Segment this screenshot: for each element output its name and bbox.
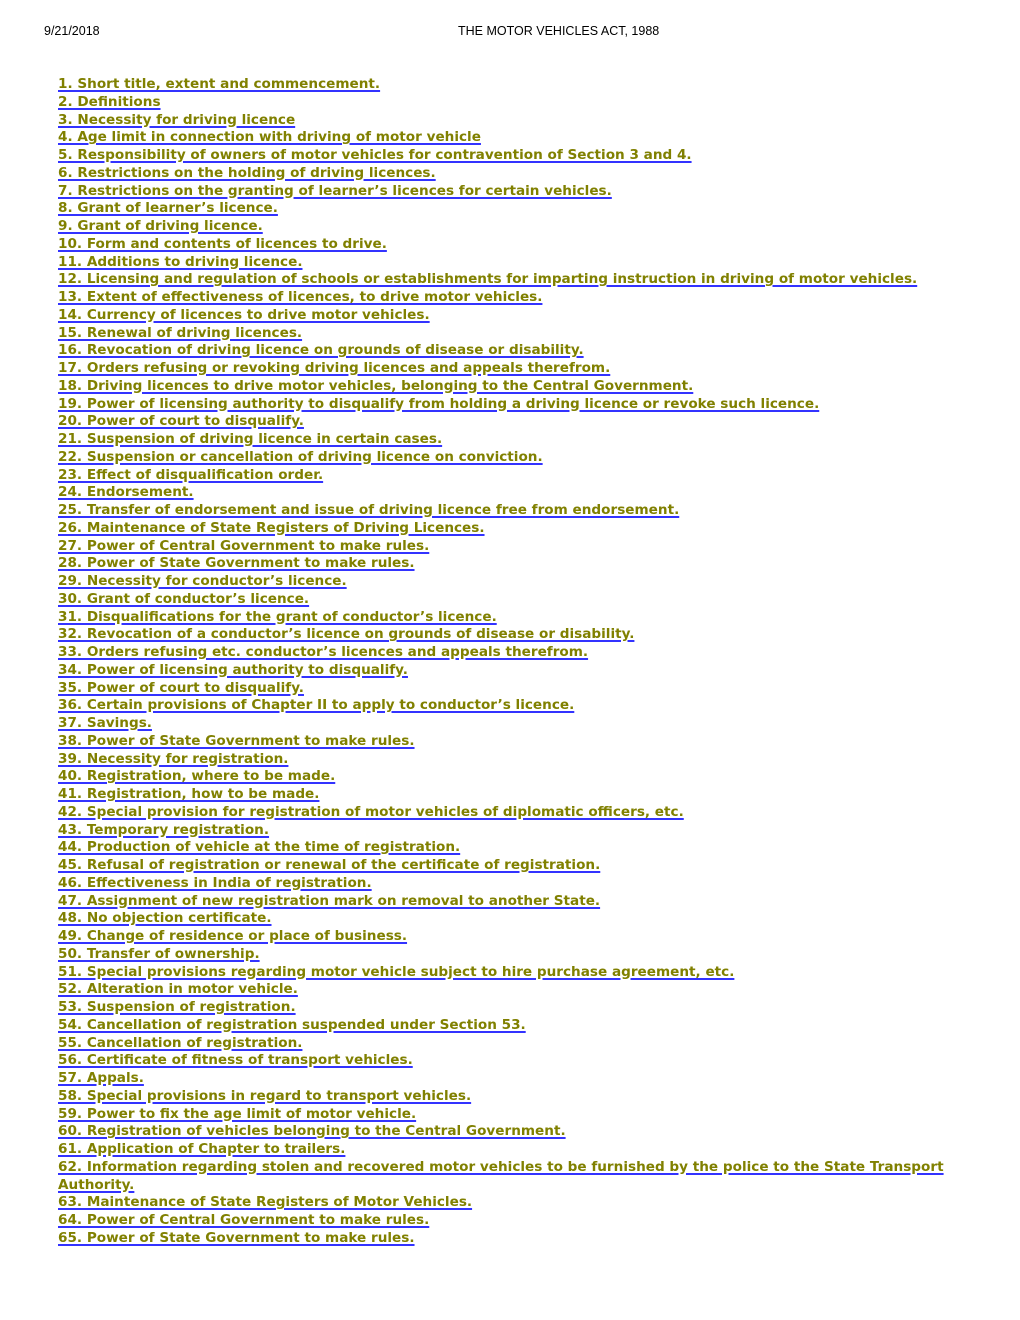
section-link-54[interactable]: 54. Cancellation of registration suspended under Section 53. bbox=[58, 1016, 526, 1033]
section-list-item bbox=[58, 165, 948, 183]
section-list-item bbox=[58, 857, 948, 875]
section-link-44[interactable]: 44. Production of vehicle at the time of registration. bbox=[58, 839, 461, 856]
section-list-item bbox=[58, 555, 948, 573]
section-list-item bbox=[58, 94, 948, 112]
section-list-item bbox=[58, 200, 948, 218]
section-link-34[interactable]: 34. Power of licensing authority to disqualify. bbox=[58, 661, 408, 678]
section-list-item bbox=[58, 662, 948, 680]
section-list-item bbox=[58, 1017, 948, 1035]
section-link-49[interactable]: 49. Change of residence or place of business. bbox=[58, 928, 408, 944]
section-list-item bbox=[58, 999, 948, 1017]
section-link-27[interactable]: 27. Power of Central Government to make rules. bbox=[58, 537, 430, 554]
section-link-63[interactable]: 63. Maintenance of State Registers of Motor Vehicles. bbox=[58, 1194, 473, 1211]
section-list-item bbox=[58, 378, 948, 396]
section-list-item bbox=[58, 573, 948, 591]
section-link-25[interactable]: 25. Transfer of endorsement and issue of driving licence free from endorsement. bbox=[58, 502, 680, 518]
section-list-item bbox=[58, 928, 948, 946]
section-link-8[interactable]: 8. Grant of learner’s licence. bbox=[58, 200, 278, 217]
section-link-17[interactable]: 17. Orders refusing or revoking driving licences and appeals therefrom. bbox=[58, 360, 611, 376]
section-list bbox=[58, 76, 948, 1248]
section-link-32[interactable]: 32. Revocation of a conductor’s licence on grounds of disease or disability. bbox=[58, 626, 635, 643]
section-list-item bbox=[58, 697, 948, 715]
section-link-18[interactable]: 18. Driving licences to drive motor vehicles, belonging to the Central Government. bbox=[58, 377, 694, 394]
section-list-item bbox=[58, 254, 948, 272]
section-link-26[interactable]: 26. Maintenance of State Registers of Driving Licences. bbox=[58, 519, 485, 536]
section-list-item bbox=[58, 1141, 948, 1159]
section-list-item bbox=[58, 946, 948, 964]
section-link-24[interactable]: 24. Endorsement. bbox=[58, 484, 194, 501]
section-link-6[interactable]: 6. Restrictions on the holding of driving licences. bbox=[58, 164, 436, 181]
section-list-item bbox=[58, 307, 948, 325]
section-list-item bbox=[58, 981, 948, 999]
section-list-item bbox=[58, 680, 948, 698]
section-link-41[interactable]: 41. Registration, how to be made. bbox=[58, 786, 320, 802]
section-list-item bbox=[58, 1194, 948, 1212]
section-list-item bbox=[58, 786, 948, 804]
section-list-item bbox=[58, 875, 948, 893]
section-list-item bbox=[58, 484, 948, 502]
page-title: THE MOTOR VEHICLES ACT, 1988 bbox=[458, 24, 660, 38]
section-link-46[interactable]: 46. Effectiveness in India of registration. bbox=[58, 874, 372, 891]
section-link-33[interactable]: 33. Orders refusing etc. conductor’s licences and appeals therefrom. bbox=[58, 644, 589, 660]
section-link-19[interactable]: 19. Power of licensing authority to disqualify from holding a driving licence or revoke such licence. bbox=[58, 395, 820, 412]
section-link-5[interactable]: 5. Responsibility of owners of motor vehicles for contravention of Section 3 and 4. bbox=[58, 147, 692, 163]
section-link-65[interactable]: 65. Power of State Government to make rules. bbox=[58, 1229, 415, 1246]
section-list-item bbox=[58, 768, 948, 786]
section-link-21[interactable]: 21. Suspension of driving licence in certain cases. bbox=[58, 431, 443, 447]
section-link-47[interactable]: 47. Assignment of new registration mark on removal to another State. bbox=[58, 892, 601, 909]
section-list-item bbox=[58, 1123, 948, 1141]
section-list-item bbox=[58, 538, 948, 556]
section-link-14[interactable]: 14. Currency of licences to drive motor vehicles. bbox=[58, 306, 430, 323]
section-link-4[interactable]: 4. Age limit in connection with driving of motor vehicle bbox=[58, 129, 481, 146]
section-link-50[interactable]: 50. Transfer of ownership. bbox=[58, 945, 260, 962]
section-list-item bbox=[58, 626, 948, 644]
section-list-item bbox=[58, 751, 948, 769]
section-link-9[interactable]: 9. Grant of driving licence. bbox=[58, 218, 263, 234]
section-list-item bbox=[58, 804, 948, 822]
section-list-item bbox=[58, 1070, 948, 1088]
section-link-53[interactable]: 53. Suspension of registration. bbox=[58, 999, 296, 1015]
section-link-15[interactable]: 15. Renewal of driving licences. bbox=[58, 324, 303, 341]
section-list-item bbox=[58, 1088, 948, 1106]
section-list-item bbox=[58, 129, 948, 147]
section-link-13[interactable]: 13. Extent of effectiveness of licences, to drive motor vehicles. bbox=[58, 289, 543, 305]
section-link-11[interactable]: 11. Additions to driving licence. bbox=[58, 253, 303, 270]
section-list-item bbox=[58, 964, 948, 982]
section-list-item bbox=[58, 591, 948, 609]
section-list-item bbox=[58, 76, 948, 94]
section-link-60[interactable]: 60. Registration of vehicles belonging to the Central Government. bbox=[58, 1123, 566, 1140]
section-list-item bbox=[58, 1106, 948, 1124]
section-link-2[interactable]: 2. Definitions bbox=[58, 93, 161, 110]
section-list-item bbox=[58, 218, 948, 236]
section-link-45[interactable]: 45. Refusal of registration or renewal of the certificate of registration. bbox=[58, 857, 601, 873]
section-list-item bbox=[58, 733, 948, 751]
section-link-56[interactable]: 56. Certificate of fitness of transport vehicles. bbox=[58, 1052, 413, 1069]
section-list-item bbox=[58, 520, 948, 538]
section-link-30[interactable]: 30. Grant of conductor’s licence. bbox=[58, 590, 310, 607]
section-link-36[interactable]: 36. Certain provisions of Chapter II to apply to conductor’s licence. bbox=[58, 697, 575, 714]
section-list-item bbox=[58, 271, 948, 289]
section-list-item bbox=[58, 1052, 948, 1070]
section-list-item bbox=[58, 644, 948, 662]
section-list-item bbox=[58, 449, 948, 467]
section-list-item bbox=[58, 342, 948, 360]
section-link-51[interactable]: 51. Special provisions regarding motor vehicle subject to hire purchase agreement, etc. bbox=[58, 963, 735, 980]
print-date: 9/21/2018 bbox=[44, 24, 100, 38]
section-list-item bbox=[58, 1230, 948, 1248]
section-link-55[interactable]: 55. Cancellation of registration. bbox=[58, 1034, 303, 1051]
section-link-31[interactable]: 31. Disqualifications for the grant of conductor’s licence. bbox=[58, 608, 497, 625]
section-list-item bbox=[58, 822, 948, 840]
section-link-23[interactable]: 23. Effect of disqualification order. bbox=[58, 466, 324, 483]
section-link-57[interactable]: 57. Appals. bbox=[58, 1070, 144, 1086]
section-link-43[interactable]: 43. Temporary registration. bbox=[58, 821, 270, 838]
section-list-item bbox=[58, 910, 948, 928]
section-list-item bbox=[58, 609, 948, 627]
section-list-item bbox=[58, 502, 948, 520]
section-link-42[interactable]: 42. Special provision for registration of motor vehicles of diplomatic officers, etc. bbox=[58, 803, 684, 820]
section-list-item bbox=[58, 325, 948, 343]
section-list-item bbox=[58, 147, 948, 165]
section-link-12[interactable]: 12. Licensing and regulation of schools or establishments for imparting instruction in driving of motor vehicles. bbox=[58, 271, 918, 288]
section-link-64[interactable]: 64. Power of Central Government to make rules. bbox=[58, 1212, 430, 1228]
section-link-22[interactable]: 22. Suspension or cancellation of driving licence on conviction. bbox=[58, 448, 543, 465]
section-link-3[interactable]: 3. Necessity for driving licence bbox=[58, 111, 296, 128]
section-link-62[interactable]: 62. Information regarding stolen and recovered motor vehicles to be furnished by the police to the State Transport Authority. bbox=[58, 1158, 944, 1193]
section-link-7[interactable]: 7. Restrictions on the granting of learner’s licences for certain vehicles. bbox=[58, 182, 612, 199]
section-link-20[interactable]: 20. Power of court to disqualify. bbox=[58, 413, 304, 430]
section-link-39[interactable]: 39. Necessity for registration. bbox=[58, 750, 289, 767]
section-link-58[interactable]: 58. Special provisions in regard to transport vehicles. bbox=[58, 1087, 472, 1104]
section-link-59[interactable]: 59. Power to fix the age limit of motor vehicle. bbox=[58, 1105, 417, 1122]
section-list-item bbox=[58, 839, 948, 857]
section-link-16[interactable]: 16. Revocation of driving licence on grounds of disease or disability. bbox=[58, 342, 584, 359]
section-link-1[interactable]: 1. Short title, extent and commencement. bbox=[58, 76, 381, 92]
section-link-37[interactable]: 37. Savings. bbox=[58, 715, 152, 731]
section-link-35[interactable]: 35. Power of court to disqualify. bbox=[58, 679, 304, 696]
section-list-item bbox=[58, 431, 948, 449]
section-list-item bbox=[58, 413, 948, 431]
section-list-item bbox=[58, 893, 948, 911]
section-link-38[interactable]: 38. Power of State Government to make rules. bbox=[58, 732, 415, 749]
section-list-item bbox=[58, 1035, 948, 1053]
section-list-item bbox=[58, 289, 948, 307]
section-link-61[interactable]: 61. Application of Chapter to trailers. bbox=[58, 1141, 346, 1157]
section-list-item bbox=[58, 236, 948, 254]
section-list-item bbox=[58, 715, 948, 733]
section-link-48[interactable]: 48. No objection certificate. bbox=[58, 910, 272, 927]
section-link-29[interactable]: 29. Necessity for conductor’s licence. bbox=[58, 573, 347, 589]
section-list-item bbox=[58, 1212, 948, 1230]
section-list-item bbox=[58, 360, 948, 378]
section-list-item bbox=[58, 1159, 948, 1195]
section-link-52[interactable]: 52. Alteration in motor vehicle. bbox=[58, 981, 298, 998]
section-list-item bbox=[58, 183, 948, 201]
section-list-item bbox=[58, 112, 948, 130]
section-link-10[interactable]: 10. Form and contents of licences to drive. bbox=[58, 235, 387, 252]
section-link-28[interactable]: 28. Power of State Government to make rules. bbox=[58, 555, 415, 572]
section-list-item bbox=[58, 396, 948, 414]
section-list-item bbox=[58, 467, 948, 485]
section-link-40[interactable]: 40. Registration, where to be made. bbox=[58, 768, 336, 785]
